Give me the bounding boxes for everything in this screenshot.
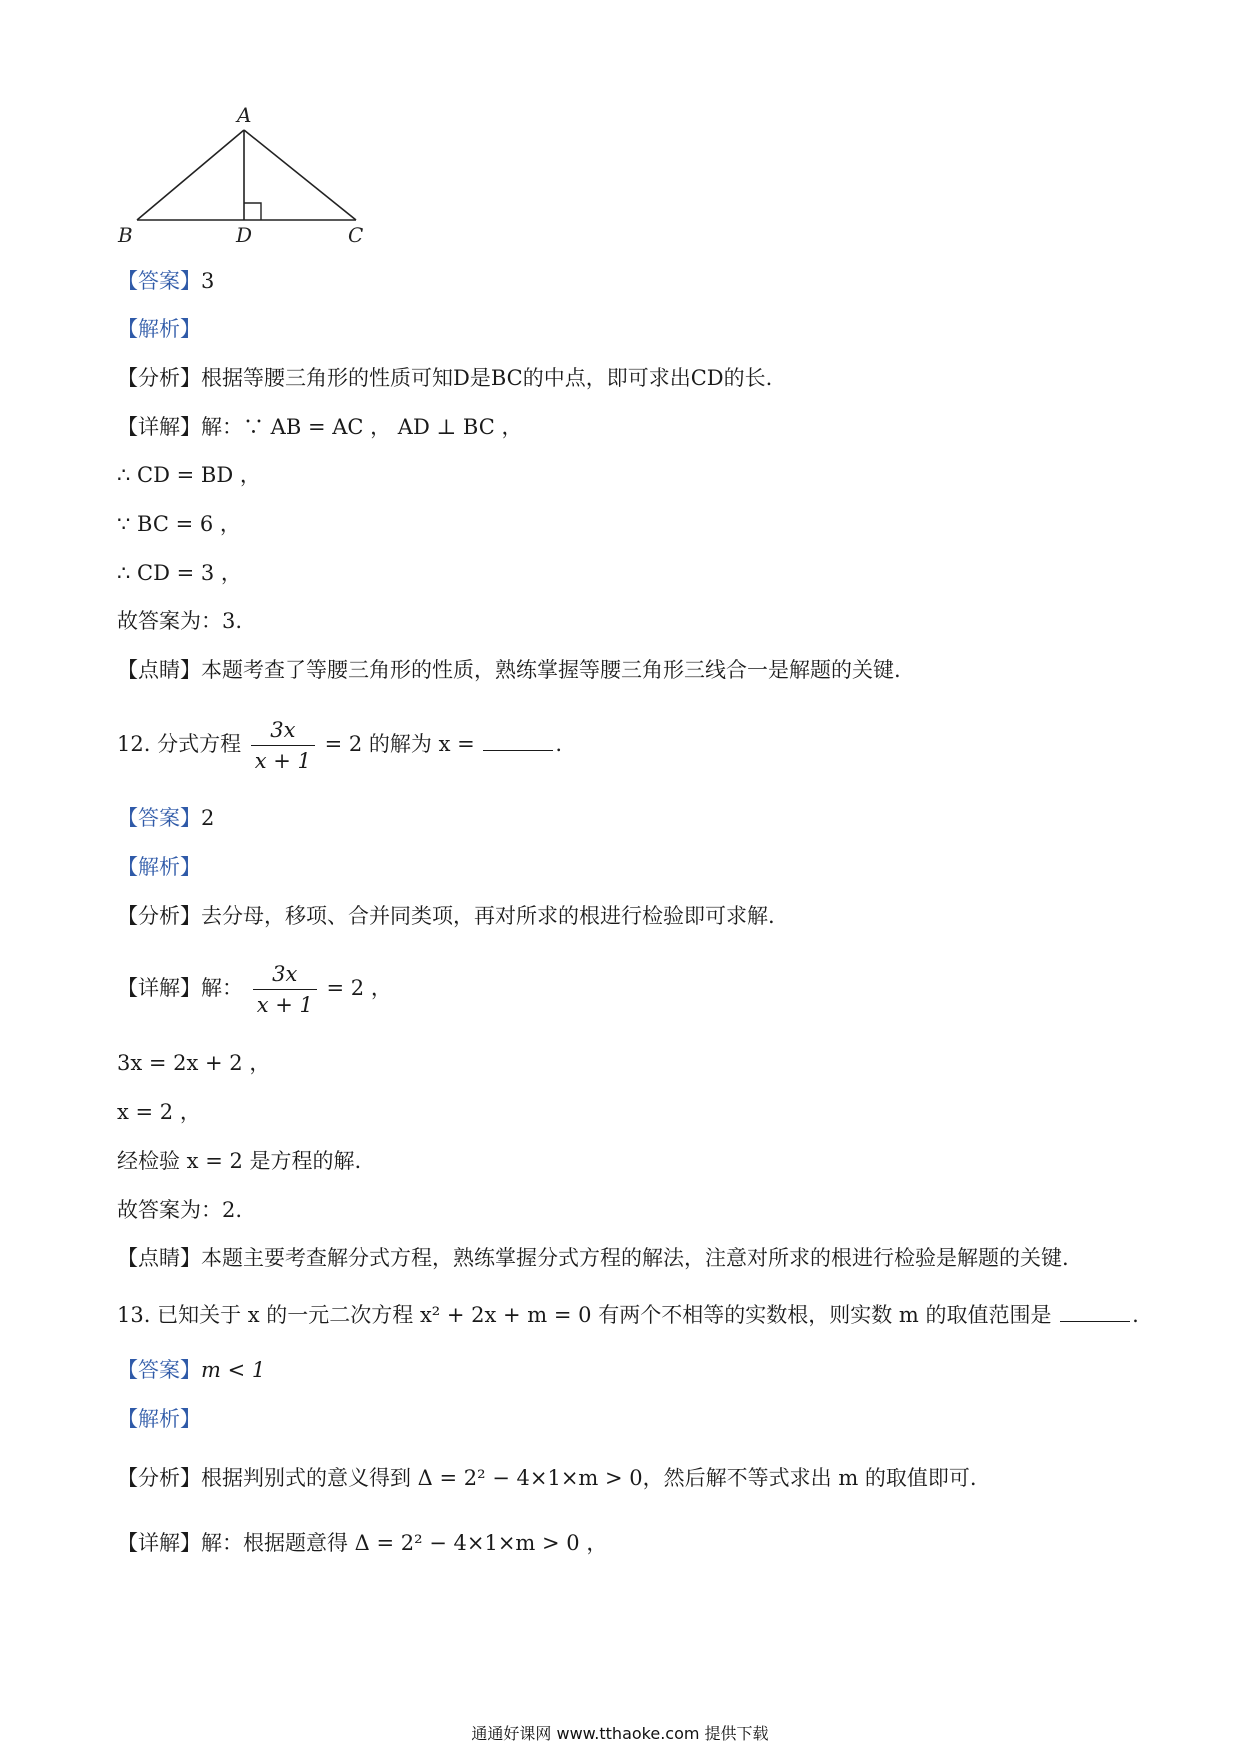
q12-step1: 3x = 2x + 2 ，	[117, 1051, 271, 1075]
triangle-figure	[110, 102, 370, 250]
q11-analysis-tag: 【解析】	[117, 317, 201, 341]
q11-step1: ∴ CD = BD ，	[117, 463, 261, 487]
page-footer: 通通好课网 www.tthaoke.com 提供下载	[471, 1724, 769, 1743]
q12-end: .	[555, 732, 563, 756]
answer-value: m < 1	[201, 1358, 266, 1382]
q12-dianjing: 【点睛】本题主要考查解分式方程，熟练掌握分式方程的解法，注意对所求的根进行检验是解题的关键.	[117, 1246, 1069, 1270]
fraction-numerator: 3x	[272, 962, 298, 986]
fraction-numerator: 3x	[270, 718, 296, 742]
xiangjie-prefix: 【详解】解：	[117, 976, 243, 1000]
vertex-label-b: B	[118, 223, 133, 247]
fraction-denominator: x + 1	[253, 989, 317, 1020]
answer-tag: 【答案】	[117, 1358, 201, 1382]
vertex-label-d: D	[236, 223, 253, 247]
q11-xiangjie: 【详解】解：∵ AB = AC ， AD ⊥ BC ，	[117, 415, 523, 439]
vertex-label-c: C	[348, 223, 364, 247]
q12-analysis-tag: 【解析】	[117, 855, 201, 879]
q12-fraction	[251, 715, 315, 776]
answer-tag: 【答案】	[117, 806, 201, 830]
q12-prefix: 12. 分式方程	[117, 732, 242, 756]
q13-xiangjie: 【详解】解：根据题意得 Δ = 2² − 4×1×m > 0 ，	[117, 1531, 608, 1555]
xiangjie-suffix: = 2 ，	[326, 976, 392, 1000]
q11-answer	[117, 266, 214, 296]
q11-fenxi: 【分析】根据等腰三角形的性质可知D是BC的中点，即可求出CD的长.	[117, 366, 773, 390]
q12-step3: 经检验 x = 2 是方程的解.	[117, 1149, 362, 1173]
vertex-label-a: A	[237, 103, 252, 127]
answer-value: 3	[201, 269, 215, 293]
answer-blank	[483, 732, 553, 751]
q11-step3: ∴ CD = 3 ，	[117, 561, 242, 585]
q13-fenxi: 【分析】根据判别式的意义得到 Δ = 2² − 4×1×m > 0，然后解不等式求出 m 的取值即可.	[117, 1466, 977, 1490]
answer-tag: 【答案】	[117, 269, 201, 293]
q12-fenxi: 【分析】去分母，移项、合并同类项，再对所求的根进行检验即可求解.	[117, 904, 775, 928]
q12-result: 故答案为：2.	[117, 1198, 243, 1222]
q12-xiangjie	[117, 956, 392, 1020]
fraction-denominator: x + 1	[251, 745, 315, 776]
q13-end: .	[1132, 1303, 1139, 1327]
q13-analysis-tag: 【解析】	[117, 1407, 201, 1431]
q12-answer	[117, 803, 214, 833]
q12-step2: x = 2 ，	[117, 1100, 201, 1124]
q12-question	[117, 712, 562, 776]
answer-blank	[1060, 1303, 1130, 1322]
q13-answer	[117, 1355, 265, 1385]
answer-value: 2	[201, 806, 215, 830]
q11-result: 故答案为：3.	[117, 609, 243, 633]
q13-text: 13. 已知关于 x 的一元二次方程 x² + 2x + m = 0 有两个不相等的实数根，则实数 m 的取值范围是	[117, 1303, 1052, 1327]
q13-question	[117, 1300, 1139, 1330]
q12-suffix: = 2 的解为 x =	[324, 732, 475, 756]
q11-step2: ∵ BC = 6 ，	[117, 512, 241, 536]
q12-solution-fraction	[253, 959, 317, 1020]
q11-dianjing: 【点睛】本题考查了等腰三角形的性质，熟练掌握等腰三角形三线合一是解题的关键.	[117, 658, 901, 682]
